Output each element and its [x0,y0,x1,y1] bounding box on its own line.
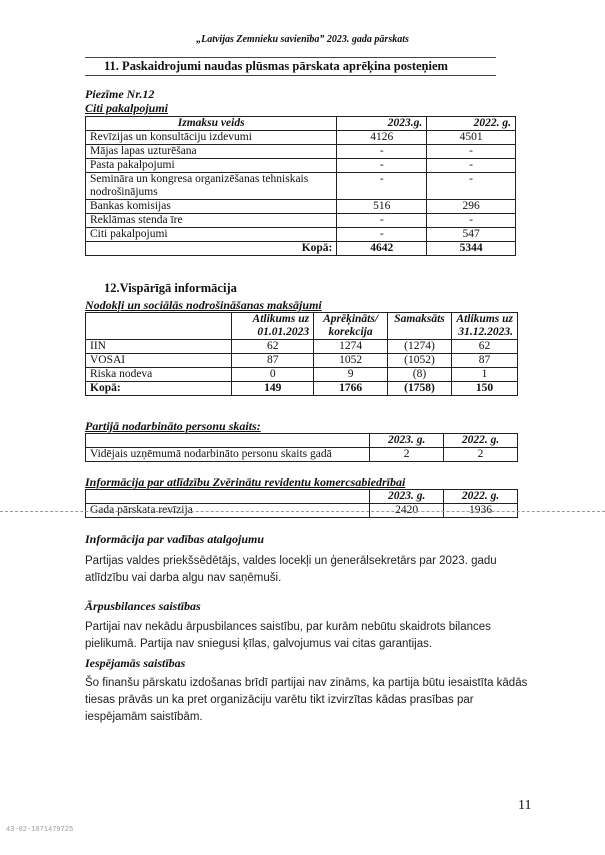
value-2022: - [427,214,516,228]
row-label: Revīzijas un konsultāciju izdevumi [86,131,337,145]
value-2023: 2420 [370,504,444,518]
row-label: Mājas lapas uzturēšana [86,145,337,159]
column-header: 2023.g. [337,117,427,131]
value-2022: - [427,173,516,200]
row-label: Vidējais uzņēmumā nodarbināto personu skaits gadā [86,448,370,462]
total-closing: 150 [451,382,517,396]
value-2022: - [427,159,516,173]
taxes-subtitle: Nodokļi un sociālās nodrošināšanas maksājumi [85,298,322,312]
total-row [86,242,516,256]
taxes-table [85,312,518,396]
row-label: Riska nodeva [86,368,232,382]
column-header [86,490,370,504]
row-label: Gada pārskata revīzija [86,504,370,518]
total-paid: (1758) [388,382,452,396]
contingent-text: Šo finanšu pārskatu izdošanas brīdī partijai nav zināms, ka partija būtu iesaistīta kādās tiesas prāvās un ka pret organizāciju varētu tikt izvirzītas kādas prasības par iespējamām saistībām. [85,677,528,723]
closing-balance: 1 [451,368,517,382]
auditor-table [85,489,518,518]
value-2023: 2 [370,448,444,462]
row-label: VOSAI [86,354,232,368]
table-header-row [86,490,518,504]
column-header: Izmaksu veids [86,117,337,131]
table-row [86,173,516,200]
closing-balance: 62 [451,340,517,354]
page-header: „Latvijas Zemnieku savienība” 2023. gada pārskats [196,34,409,45]
total-opening: 149 [232,382,314,396]
column-header: Atlikums uz 31.12.2023. [451,313,517,340]
total-2023: 4642 [337,242,427,256]
paid: (1052) [388,354,452,368]
value-2022: - [427,145,516,159]
total-calculated: 1766 [314,382,388,396]
table-row [86,159,516,173]
value-2023: - [337,214,427,228]
table-header-row [86,117,516,131]
opening-balance: 62 [232,340,314,354]
value-2022: 4501 [427,131,516,145]
note-12-subtitle: Citi pakalpojumi [85,101,169,115]
value-2023: 516 [337,200,427,214]
paid: (8) [388,368,452,382]
table-header-row [86,313,518,340]
document-code: 43-02-1071479725 [6,826,74,834]
row-label: Bankas komisijas [86,200,337,214]
table-row [86,340,518,354]
column-header: 2022. g. [444,490,518,504]
table-row [86,448,518,462]
calculated: 1052 [314,354,388,368]
value-2023: - [337,145,427,159]
total-2022: 5344 [427,242,516,256]
management-text: Partijas valdes priekšsēdētājs, valdes locekļi un ģenerālsekretārs par 2023. gadu atlīdzību vai darba algu nav saņēmuši. [85,555,497,584]
closing-balance: 87 [451,354,517,368]
employees-subtitle: Partijā nodarbināto personu skaits: [85,419,261,433]
table-header-row [86,434,518,448]
scan-fold-line [0,511,605,512]
paid: (1274) [388,340,452,354]
row-label: IIN [86,340,232,354]
row-label: Reklāmas stenda īre [86,214,337,228]
column-header: 2023. g. [370,490,444,504]
employees-table [85,433,518,462]
section-11-title: 11. Paskaidrojumi naudas plūsmas pārskata aprēķina posteņiem [104,59,448,73]
row-label: Semināra un kongresa organizēšanas tehniskais nodrošinājums [86,173,337,200]
value-2022: 2 [444,448,518,462]
opening-balance: 0 [232,368,314,382]
row-label: Pasta pakalpojumi [86,159,337,173]
contingent-title: Iespējamās saistības [85,656,186,670]
section-12-title: 12.Vispārīgā informācija [104,281,237,295]
table-row [86,145,516,159]
value-2023: - [337,228,427,242]
table-row [86,200,516,214]
column-header [86,434,370,448]
table-row [86,368,518,382]
opening-balance: 87 [232,354,314,368]
total-label: Kopā: [86,242,337,256]
column-header: 2022. g. [427,117,516,131]
value-2022: 1936 [444,504,518,518]
column-header: 2022. g. [444,434,518,448]
management-title: Informācija par vadības atalgojumu [85,532,265,546]
value-2023: 4126 [337,131,427,145]
value-2023: - [337,159,427,173]
note-12-label: Piezīme Nr.12 [85,87,155,101]
column-header: Atlikums uz 01.01.2023 [232,313,314,340]
column-header: 2023. g. [370,434,444,448]
value-2022: 296 [427,200,516,214]
section-11-rule [85,75,496,76]
offbalance-title: Ārpusbilances saistības [85,599,201,613]
auditor-subtitle: Informācija par atlīdzību Zvērinātu revidentu komercsabiedrībai [85,475,406,489]
value-2022: 547 [427,228,516,242]
table-row [86,354,518,368]
table-row [86,214,516,228]
table-row [86,228,516,242]
header-rule [85,57,496,58]
total-row [86,382,518,396]
offbalance-text: Partijai nav nekādu ārpusbilances saistību, par kurām nebūtu skaidrots bilances pielikumā. Partija nav sniegusi ķīlas, galvojumus vai citas garantijas. [85,621,491,650]
page-number: 11 [518,798,532,813]
calculated: 1274 [314,340,388,354]
column-header: Aprēķināts/ korekcija [314,313,388,340]
value-2023: - [337,173,427,200]
total-label: Kopā: [86,382,232,396]
column-header: Samaksāts [388,313,452,340]
other-services-table [85,116,516,256]
column-header [86,313,232,340]
row-label: Citi pakalpojumi [86,228,337,242]
table-row [86,131,516,145]
calculated: 9 [314,368,388,382]
